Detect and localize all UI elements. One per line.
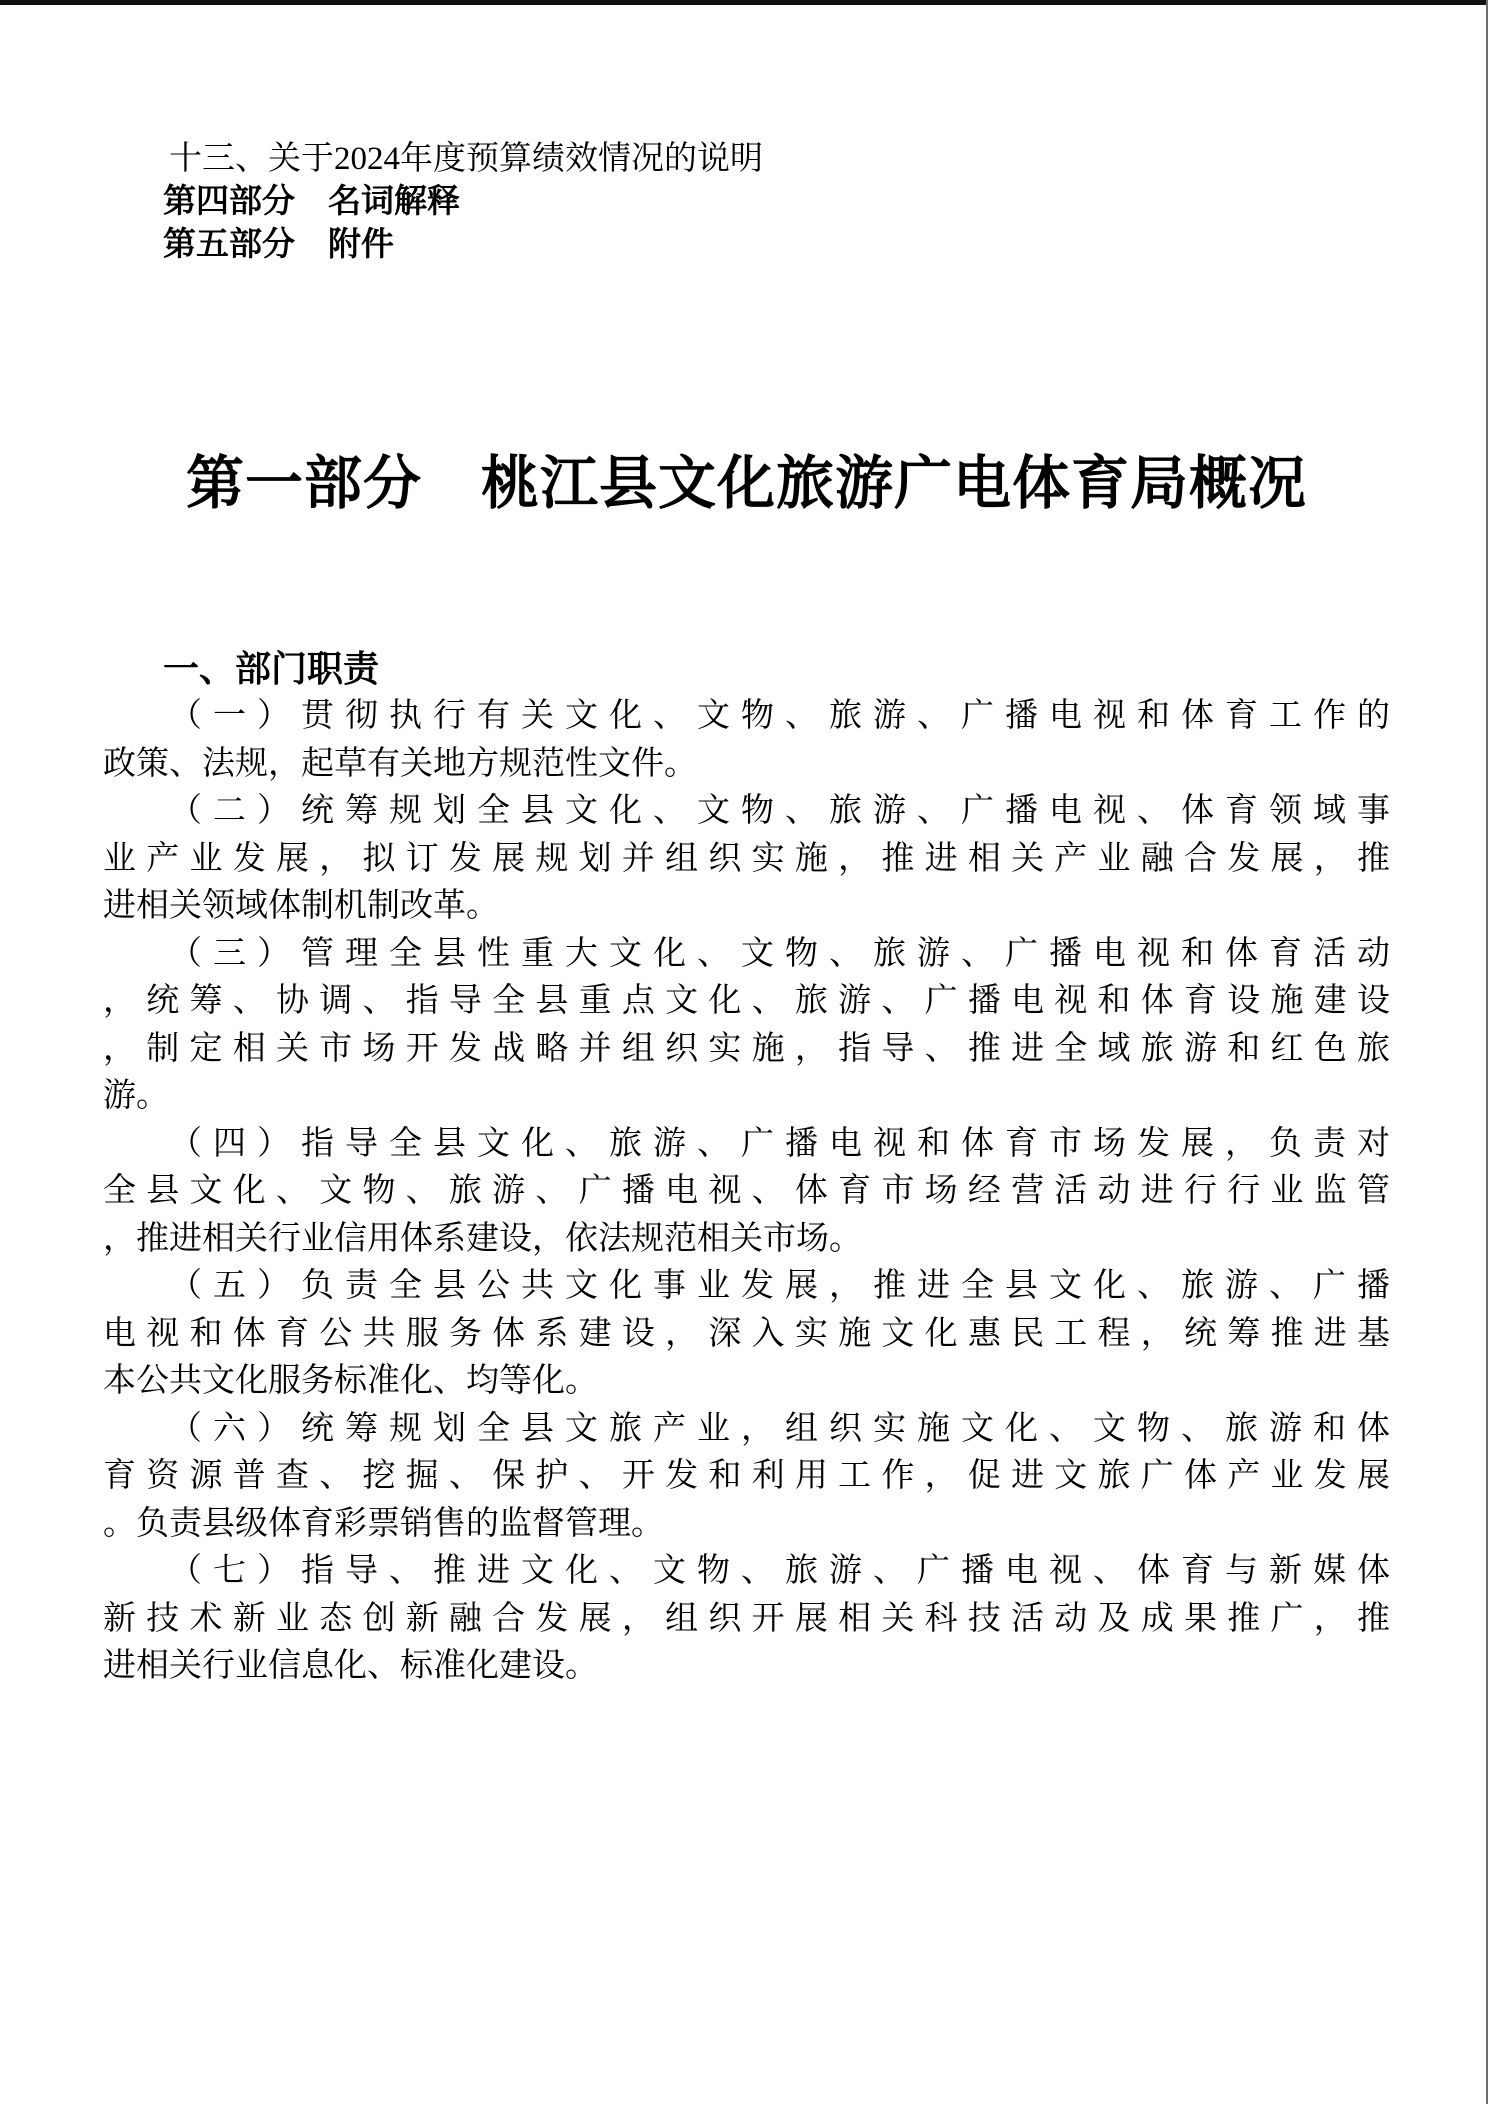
text-line: ，统筹、协调、指导全县重点文化、旅游、广播电视和体育设施建设	[103, 983, 1390, 1019]
text-line: （七）指导、推进文化、文物、旅游、广播电视、体育与新媒体	[169, 1553, 1390, 1589]
toc-line-13: 十三、关于2024年度预算绩效情况的说明	[169, 141, 763, 177]
paragraph-3	[103, 931, 1390, 1121]
text-line: （三）管理全县性重大文化、文物、旅游、广播电视和体育活动	[169, 935, 1390, 972]
toc-line-part5: 第五部分 附件	[163, 227, 394, 263]
text-line: （一）贯彻执行有关文化、文物、旅游、广播电视和体育工作的	[169, 698, 1390, 734]
toc-line-part4: 第四部分 名词解释	[163, 184, 460, 220]
part-title: 第一部分 桃江县文化旅游广电体育局概况	[185, 451, 1307, 516]
section-heading: 一、部门职责	[163, 649, 380, 689]
text-line: ，制定相关市场开发战略并组织实施，指导、推进全域旅游和红色旅	[103, 1030, 1390, 1067]
text-line: 进相关领域体制机制改革。	[103, 888, 499, 924]
paragraph-1	[103, 693, 1390, 788]
document-page	[103, 0, 1390, 1691]
text-line: 业产业发展，拟订发展规划并组织实施，推进相关产业融合发展，推	[103, 840, 1390, 877]
text-line: 新技术新业态创新融合发展，组织开展相关科技活动及成果推广，推	[103, 1600, 1390, 1637]
text-line: （四）指导全县文化、旅游、广播电视和体育市场发展，负责对	[169, 1125, 1390, 1162]
text-line: 游。	[103, 1078, 169, 1114]
text-line: （五）负责全县公共文化事业发展，推进全县文化、旅游、广播	[169, 1268, 1390, 1304]
toc-block	[103, 0, 1390, 267]
text-line: 。负责县级体育彩票销售的监督管理。	[103, 1505, 664, 1542]
text-line: ，推进相关行业信用体系建设，依法规范相关市场。	[103, 1220, 862, 1257]
text-line: 本公共文化服务标准化、均等化。	[103, 1363, 598, 1399]
paragraph-4	[103, 1121, 1390, 1264]
paragraph-7	[103, 1548, 1390, 1691]
text-line: 电视和体育公共服务体系建设，深入实施文化惠民工程，统筹推进基	[103, 1315, 1390, 1352]
paragraph-6	[103, 1406, 1390, 1549]
text-line: （二）统筹规划全县文化、文物、旅游、广播电视、体育领域事	[169, 793, 1390, 829]
text-line: 育资源普查、挖掘、保护、开发和利用工作，促进文旅广体产业发展	[103, 1458, 1390, 1494]
body-text	[103, 693, 1390, 1691]
paragraph-5	[103, 1263, 1390, 1406]
text-line: （六）统筹规划全县文旅产业，组织实施文化、文物、旅游和体	[169, 1410, 1390, 1447]
text-line: 全县文化、文物、旅游、广播电视、体育市场经营活动进行行业监管	[103, 1173, 1390, 1209]
paragraph-2	[103, 788, 1390, 931]
text-line: 政策、法规，起草有关地方规范性文件。	[103, 745, 697, 782]
text-line: 进相关行业信息化、标准化建设。	[103, 1648, 598, 1684]
